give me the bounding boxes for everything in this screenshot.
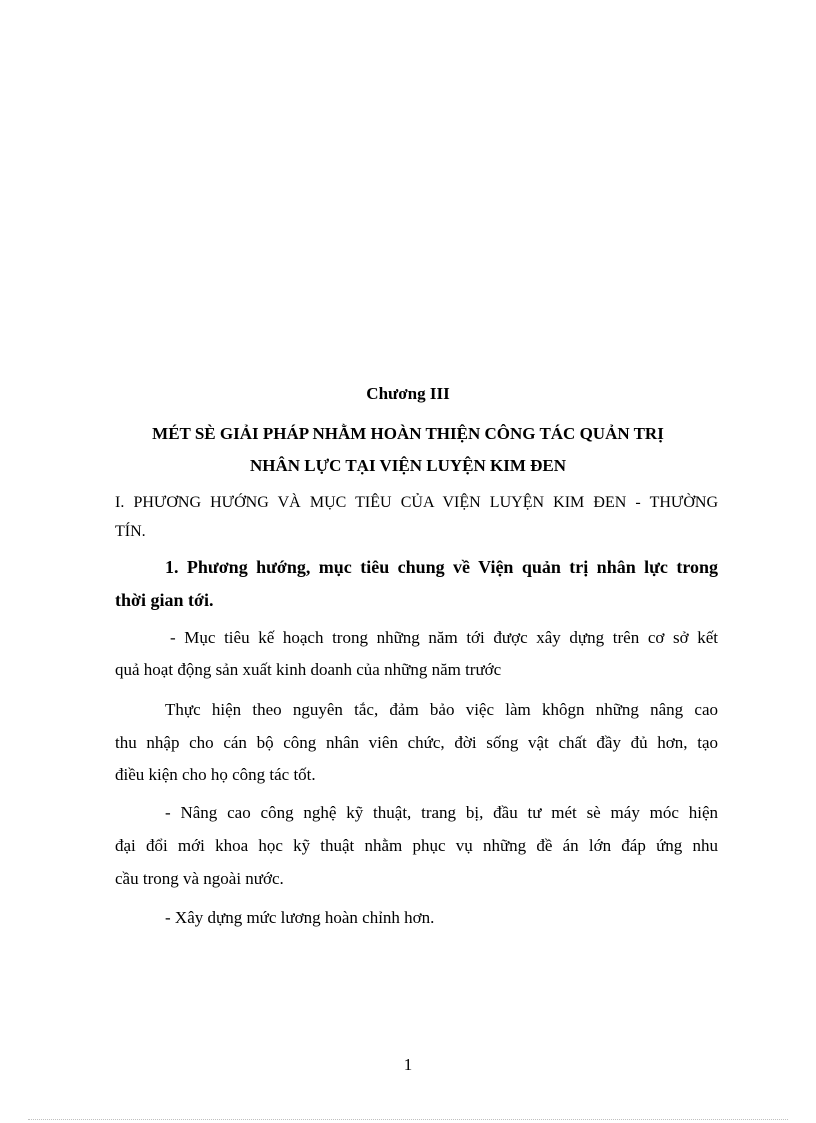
section-heading-line-2: TÍN. [115, 523, 146, 540]
page-number: 1 [403, 1055, 413, 1074]
chapter-heading: Chương III [366, 384, 450, 403]
subsection-heading-line-1: 1. Phương hướng, mục tiêu chung về Viện quản trị nhân lực trong [165, 557, 718, 577]
paragraph-2-line-2: thu nhập cho cán bộ công nhân viên chức, đời sống vật chất đầy đủ hơn, tạo [115, 733, 718, 752]
paragraph-3-line-1: - Nâng cao công nghệ kỹ thuật, trang bị, đầu tư mét sè máy móc hiện [165, 803, 718, 822]
chapter-title-line-1: MÉT SÈ GIẢI PHÁP NHẰM HOÀN THIỆN CÔNG TÁC QUẢN TRỊ [152, 424, 664, 443]
page-bottom-divider [28, 1119, 788, 1120]
chapter-title-line-2: NHÂN LỰC TẠI VIỆN LUYỆN KIM ĐEN [249, 456, 567, 475]
section-heading-line-1: I. PHƯƠNG HƯỚNG VÀ MỤC TIÊU CỦA VIỆN LUYỆN KIM ĐEN - THƯỜNG [115, 494, 718, 511]
paragraph-3-line-2: đại đổi mới khoa học kỹ thuật nhằm phục vụ những đề án lớn đáp ứng nhu [115, 836, 718, 855]
paragraph-4-line-1: - Xây dựng mức lương hoàn chỉnh hơn. [165, 908, 435, 927]
paragraph-1-line-2: quả hoạt động sản xuất kinh doanh của những năm trước [115, 660, 502, 679]
paragraph-3-line-3: cầu trong và ngoài nước. [115, 869, 284, 888]
paragraph-2-line-1: Thực hiện theo nguyên tắc, đảm bảo việc làm khôgn những nâng cao [165, 700, 718, 719]
subsection-heading-line-2: thời gian tới. [115, 590, 214, 610]
paragraph-1-line-1: - Mục tiêu kế hoạch trong những năm tới được xây dựng trên cơ sở kết [170, 628, 718, 647]
paragraph-2-line-3: điều kiện cho họ công tác tốt. [115, 765, 316, 784]
